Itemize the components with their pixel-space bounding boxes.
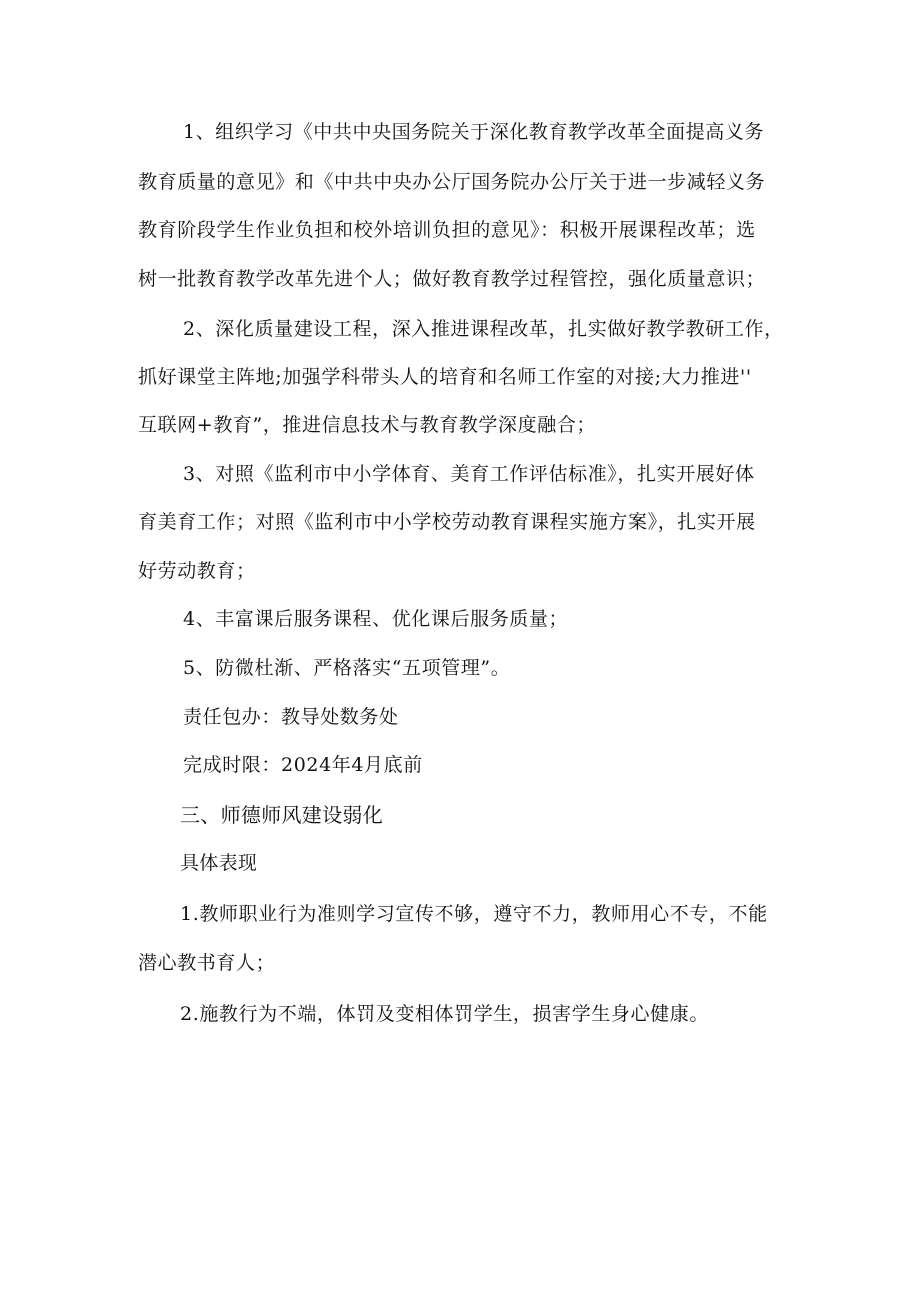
item1-line3: 教育阶段学生作业负担和校外培训负担的意见》：积极开展课程改革；选: [138, 219, 756, 241]
item3-line1: 3、对照《监利市中小学体育、美育工作评估标准》，扎实开展好体: [183, 463, 755, 485]
item3-line2: 育美育工作；对照《监利市中小学校劳动教育课程实施方案》，扎实开展: [138, 511, 756, 533]
section3-subheading: 具体表现: [180, 852, 258, 874]
item2-line1: 2、深化质量建设工程，深入推进课程改革，扎实做好教学教研工作，: [183, 318, 784, 340]
item3-line3: 好劳动教育；: [138, 560, 256, 582]
item1-line1: 1、组织学习《中共中央国务院关于深化教育教学改革全面提高义务: [183, 121, 765, 143]
item1-line2: 教育质量的意见》和《中共中央办公厅国务院办公厅关于进一步减轻义务: [138, 171, 766, 193]
section3-item2-line: 2.施教行为不端，体罚及变相体罚学生，损害学生身心健康。: [180, 1003, 709, 1025]
item1-line4: 树一批教育教学改革先进个人；做好教育教学过程管控，强化质量意识；: [138, 268, 766, 290]
responsibility-line: 责任包办：教导处数务处: [183, 706, 399, 728]
section3-item1-line2: 潜心教书育人；: [138, 952, 276, 974]
section3-heading: 三、师德师风建设弱化: [180, 803, 383, 827]
item4-line: 4、丰富课后服务课程、优化课后服务质量；: [183, 608, 569, 630]
deadline-line: 完成时限：2024年4月底前: [183, 754, 423, 776]
item5-line: 5、防微杜渐、严格落实“五项管理”。: [183, 657, 511, 679]
item2-line2: 抓好课堂主阵地;加强学科带头人的培育和名师工作室的对接;大力推进'': [138, 366, 752, 388]
section3-item1-line1: 1.教师职业行为准则学习宣传不够，遵守不力，教师用心不专，不能: [180, 903, 768, 925]
item2-line3: 互联网+教育”，推进信息技术与教育教学深度融合；: [138, 414, 597, 436]
